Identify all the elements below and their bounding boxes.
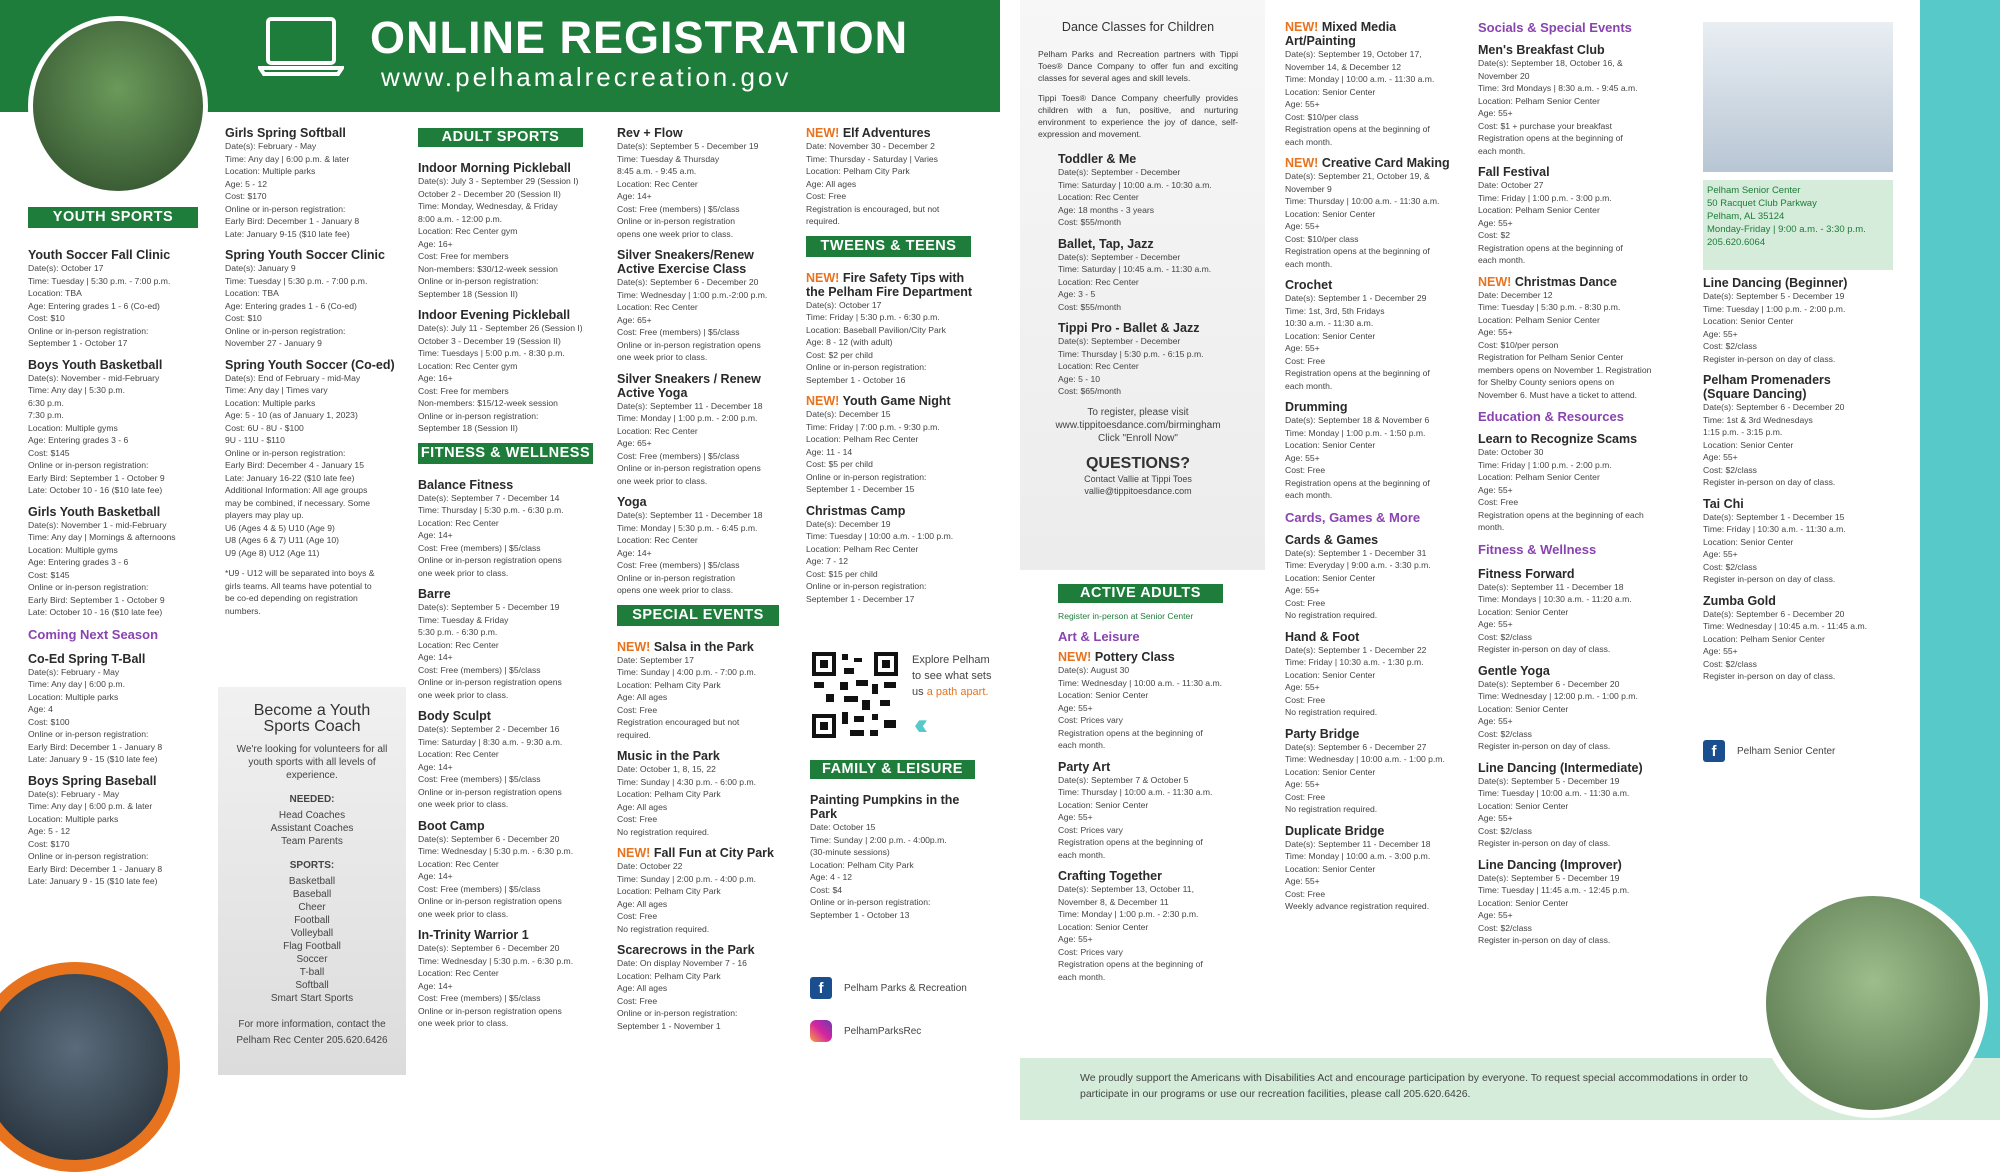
program-title — [1478, 567, 1678, 581]
program-title-text: Body Sculpt — [418, 709, 491, 723]
ig-parks-label: PelhamParksRec — [844, 1025, 922, 1037]
dance-contact: Contact Vallie at Tippi Toes vallie@tippitoesdance.com — [1084, 473, 1192, 496]
program-details: Date(s): July 11 - September 26 (Session I) October 3 - December 19 (Session II) Time: Tuesdays | 5:00 p.m. - 8:30 p.m. Location: Rec Center gym Age: 16+ Cost: Free for members Non-members: $15/12-week session Online or in-person registration: September 18 (Session II) — [418, 323, 583, 433]
program-title — [806, 126, 992, 140]
laptop-icon — [258, 16, 344, 76]
youth-sports-column — [28, 207, 198, 896]
adult-sports-column — [418, 128, 603, 1038]
path-apart-highlight: a path apart. — [926, 686, 989, 698]
fb-senior-link[interactable] — [1703, 740, 1835, 762]
instagram-icon — [810, 1020, 832, 1042]
program-title-text: Tippi Pro - Ballet & Jazz — [1058, 321, 1200, 335]
program-details: Date(s): September 7 & October 5 Time: Thursday | 10:00 a.m. - 11:30 a.m. Location: Senior Center Age: 55+ Cost: Prices vary Registration opens at the beginning of each month. — [1058, 774, 1213, 860]
program-title — [1478, 43, 1678, 57]
program-title — [1478, 858, 1678, 872]
program-details: Date(s): September - December Time: Saturday | 10:00 a.m. - 10:30 a.m. Location: Rec Center Age: 18 months - 3 years Cost: $55/month — [1058, 167, 1212, 227]
program-item — [1285, 630, 1475, 719]
program-title — [617, 126, 797, 140]
program-item — [617, 749, 797, 838]
program-item — [28, 774, 198, 888]
program-title — [1478, 432, 1678, 446]
program-details: Date(s): September - December Time: Thursday | 5:30 p.m. - 6:15 p.m. Location: Rec Center Age: 5 - 10 Cost: $65/month — [1058, 336, 1204, 396]
program-item — [617, 640, 797, 742]
program-details: Date(s): September 6 - December 20 Time: Wednesday | 10:45 a.m. - 11:45 a.m. Location: Pelham Senior Center Age: 55+ Cost: $2/class Register in-person on day of class. — [1703, 608, 1867, 681]
program-details: Date(s): September 2 - December 16 Time: Saturday | 8:30 a.m. - 9:30 a.m. Location: Rec Center Age: 14+ Cost: Free (members) | $5/class Online or in-person registration opens one week prior to class. — [418, 724, 563, 809]
program-item — [1703, 276, 1903, 365]
events-column — [806, 126, 992, 613]
program-title-text: Line Dancing (Improver) — [1478, 857, 1622, 872]
program-details: Date(s): September 5 - December 19 Time: Tuesday & Friday 5:30 p.m. - 6:30 p.m. Location: Rec Center Age: 14+ Cost: Free (members) | $5/class Online or in-person registration opens one week prior to class. — [418, 602, 562, 700]
program-title — [28, 505, 198, 519]
program-title — [28, 248, 198, 262]
ig-parks-link[interactable] — [810, 1020, 921, 1042]
program-title-text: Rev + Flow — [617, 126, 683, 140]
program-title-text: Girls Spring Softball — [225, 126, 346, 140]
program-details: Date: September 17 Time: Sunday | 4:00 p.m. - 7:00 p.m. Location: Pelham City Park Age: All ages Cost: Free Registration encouraged but not required. — [617, 654, 756, 740]
program-title-text: Zumba Gold — [1703, 593, 1776, 608]
education-heading: Education & Resources — [1478, 409, 1624, 424]
program-details: Date(s): November 1 - mid-February Time: Any day | Mornings & afternoons Location: Multiple gyms Age: Entering grades 3 - 6 Cost: $145 Online or in-person registration: Early Bird: September 1 - October 9 Late: October 10 - 16 ($10 late fee) — [28, 519, 176, 617]
program-item — [1478, 858, 1678, 947]
program-title — [418, 709, 603, 723]
active-adults-band: ACTIVE ADULTS — [1058, 584, 1223, 603]
program-title — [1285, 824, 1475, 838]
program-item — [617, 126, 797, 240]
program-title-text: Elf Adventures — [842, 126, 931, 140]
program-details: Date(s): September 21, October 19, & November 9 Time: Thursday | 10:00 a.m. - 11:30 a.m. Location: Senior Center Age: 55+ Cost: $10/per class Registration opens at the beginning of each month. — [1285, 171, 1440, 269]
program-title — [1703, 594, 1903, 608]
program-title — [1058, 152, 1238, 166]
program-details: Date(s): September 19, October 17, November 14, & December 12 Time: Monday | 10:00 a.m. - 11:30 a.m. Location: Senior Center Age: 55+ Cost: $10/per class Registration opens at the beginning of each month. — [1285, 49, 1435, 147]
program-details: Date: October 1, 8, 15, 22 Time: Sunday | 4:30 p.m. - 6:00 p.m. Location: Pelham City Park Age: All ages Cost: Free No registration required. — [617, 764, 756, 837]
dance-intro-1: Pelham Parks and Recreation partners with Tippi Toes® Dance Company to offer fun and exciting classes for several ages and skill levels. — [1038, 49, 1238, 83]
program-item — [806, 271, 992, 387]
program-details: Date(s): October 17 Time: Friday | 5:30 p.m. - 6:30 p.m. Location: Baseball Pavilion/City Park Age: 8 - 12 (with adult) Cost: $2 per child Online or in-person registration: September 1 - October 16 — [806, 299, 946, 385]
program-details: Date(s): September - December Time: Saturday | 10:45 a.m. - 11:30 a.m. Location: Rec Center Age: 3 - 5 Cost: $55/month — [1058, 251, 1212, 312]
program-title — [28, 774, 198, 788]
program-item — [418, 709, 603, 811]
program-item — [1703, 497, 1903, 586]
program-title-text: Christmas Dance — [1514, 274, 1617, 289]
coach-volunteer-box — [218, 687, 406, 1075]
program-item — [418, 308, 603, 435]
program-item — [1478, 43, 1678, 157]
program-details: Date(s): September 6 - December 27 Time: Wednesday | 10:00 a.m. - 1:00 p.m. Location: Senior Center Age: 55+ Cost: Free No registration required. — [1285, 741, 1445, 814]
program-details: Date(s): September 1 - December 31 Time: Everyday | 9:00 a.m. - 3:30 p.m. Location: Senior Center Age: 55+ Cost: Free No registration required. — [1285, 547, 1431, 620]
program-title — [617, 248, 797, 276]
active-adults-column — [1058, 584, 1248, 991]
program-title — [1058, 321, 1238, 335]
program-title — [1285, 630, 1475, 644]
program-item — [617, 372, 797, 488]
program-details: Date(s): September 5 - December 19 Time: Tuesday | 1:00 p.m. - 2:00 p.m. Location: Senior Center Age: 55+ Cost: $2/class Register in-person on day of class. — [1703, 291, 1846, 364]
facebook-icon: f — [810, 977, 832, 999]
program-title — [1478, 761, 1678, 775]
program-item — [225, 567, 405, 617]
site-url[interactable]: www.pelhamalrecreation.gov — [381, 62, 792, 92]
program-item — [617, 846, 797, 935]
program-title-text: Boys Youth Basketball — [28, 357, 163, 372]
program-title-text: Boot Camp — [418, 818, 485, 833]
adult-sports-band: ADULT SPORTS — [418, 128, 583, 147]
program-title — [28, 358, 198, 372]
qr-code[interactable] — [810, 650, 900, 740]
program-item — [1478, 761, 1678, 850]
program-item — [28, 505, 198, 619]
dance-register[interactable]: To register, please visit www.tippitoesdance.com/birmingham Click "Enroll Now" — [1055, 406, 1221, 444]
program-item — [617, 943, 797, 1032]
program-title-text: Salsa in the Park — [653, 639, 754, 654]
program-title — [617, 372, 797, 400]
fb-parks-label: Pelham Parks & Recreation — [844, 982, 967, 994]
program-item — [1285, 727, 1475, 816]
program-title-text: Men's Breakfast Club — [1478, 43, 1605, 57]
program-title-text: Ballet, Tap, Jazz — [1058, 236, 1154, 251]
program-details: Date: November 30 - December 2 Time: Thursday - Saturday | Varies Location: Pelham City Park Age: All ages Cost: Free Registration is encouraged, but not required. — [806, 141, 940, 226]
program-title-text: Pelham Promenaders (Square Dancing) — [1703, 373, 1831, 401]
chevrons-icon: ‹‹‹ — [914, 708, 920, 741]
program-item — [418, 161, 603, 300]
program-title-text: Line Dancing (Intermediate) — [1478, 760, 1643, 775]
program-item — [1285, 278, 1475, 392]
program-item — [1478, 275, 1678, 402]
program-item — [418, 587, 603, 701]
program-details: Date(s): September 6 - December 20 Time: Wednesday | 5:30 p.m. - 6:30 p.m. Location: Rec Center Age: 14+ Cost: Free (members) | $5/class Online or in-person registration opens one week prior to class. — [418, 833, 574, 919]
program-title-text: Line Dancing (Beginner) — [1703, 276, 1848, 290]
program-title-text: Creative Card Making — [1321, 156, 1450, 170]
tweens-teens-band: TWEENS & TEENS — [806, 236, 971, 257]
program-item — [1703, 373, 1903, 489]
program-title-text: Yoga — [617, 495, 647, 509]
program-item — [806, 126, 992, 228]
program-title — [806, 394, 992, 408]
program-details: Date(s): August 30 Time: Wednesday | 10:00 a.m. - 11:30 a.m. Location: Senior Center Age: 55+ Cost: Prices vary Registration opens at the beginning of each month. — [1058, 665, 1222, 750]
senior-column-9 — [1703, 276, 1903, 691]
program-title-text: Duplicate Bridge — [1285, 823, 1385, 838]
program-title — [225, 126, 405, 140]
new-badge: NEW! — [806, 270, 843, 285]
dance-title: Dance Classes for Children — [1061, 20, 1215, 34]
program-details: Date(s): September 5 - December 19 Time: Tuesday | 11:45 a.m. - 12:45 p.m. Location: Senior Center Age: 55+ Cost: $2/class Register in-person on day of class. — [1478, 872, 1630, 945]
program-details: Date(s): September 11 - December 18 Time: Monday | 1:00 p.m. - 2:00 p.m. Location: Rec Center Age: 65+ Cost: Free (members) | $5/class Online or in-person registration opens one week prior to class. — [617, 400, 763, 486]
program-details: Date(s): July 3 - September 29 (Session I) October 2 - December 20 (Session II) Time: Monday, Wednesday, & Friday 8:00 a.m. - 12:00 p.m. Location: Rec Center gym Age: 16+ Cost: Free for members Non-members: $30/12-week session Online or in-person registration: September 18 (Session II) — [418, 176, 579, 299]
program-title — [418, 161, 603, 175]
program-details: Date(s): September 11 - December 18 Time: Monday | 10:00 a.m. - 3:00 p.m. Location: Senior Center Age: 55+ Cost: Free Weekly advance registration required. — [1285, 838, 1431, 911]
program-details: Date(s): November - mid-February Time: Any day | 5:30 p.m. 6:30 p.m. 7:30 p.m. Location: Multiple gyms Age: Entering grades 3 - 6 Cost: $145 Online or in-person registration: Early Bird: September 1 - October 9 Late: October 10 - 16 ($10 late fee) — [28, 372, 165, 495]
page-title: ONLINE REGISTRATION — [370, 12, 909, 63]
program-details: Date: October 22 Time: Sunday | 2:00 p.m. - 4:00 p.m. Location: Pelham City Park Age: All ages Cost: Free No registration required. — [617, 861, 756, 934]
program-title — [1478, 664, 1678, 678]
coach-contact: For more information, contact the Pelham Rec Center 205.620.6426 — [236, 1019, 388, 1046]
program-item — [28, 358, 198, 497]
fb-senior-label: Pelham Senior Center — [1737, 745, 1836, 757]
fitness-column-2 — [617, 126, 797, 1040]
program-details: Date(s): October 17 Time: Tuesday | 5:30 p.m. - 7:00 p.m. Location: TBA Age: Entering grades 1 - 6 (Co-ed) Cost: $10 Online or in-person registration: September 1 - October 17 — [28, 263, 171, 348]
fitness-wellness-band: FITNESS & WELLNESS — [418, 443, 593, 464]
fb-parks-link[interactable] — [810, 977, 967, 999]
program-title — [418, 819, 603, 833]
program-title — [1703, 373, 1903, 401]
program-title-text: Boys Spring Baseball — [28, 773, 157, 788]
cards-games-heading: Cards, Games & More — [1285, 509, 1421, 525]
program-title-text: Music in the Park — [617, 749, 720, 763]
program-details: Date: On display November 7 - 16 Location: Pelham City Park Age: All ages Cost: Free Online or in-person registration: September 1 - November 1 — [617, 958, 747, 1031]
program-title-text: Spring Youth Soccer Clinic — [225, 248, 385, 262]
program-item — [28, 248, 198, 350]
program-title-text: Party Bridge — [1285, 726, 1360, 741]
program-item — [1478, 432, 1678, 534]
explore-text — [912, 652, 1022, 700]
program-title-text: Scarecrows in the Park — [617, 943, 755, 957]
needed-heading: NEEDED: — [289, 794, 335, 805]
program-details: Date(s): September 11 - December 18 Time: Mondays | 10:30 a.m. - 11:20 a.m. Location: Senior Center Age: 55+ Cost: $2/class Register in-person on day of class. — [1478, 581, 1632, 654]
program-details: Date(s): September 6 - December 20 Time: Wednesday | 1:00 p.m.-2:00 p.m. Location: Rec Center Age: 65+ Cost: Free (members) | $5/class Online or in-person registration opens one week prior to class. — [617, 277, 768, 362]
program-item — [806, 394, 992, 496]
program-title-text: Learn to Recognize Scams — [1478, 432, 1638, 446]
program-item — [1478, 567, 1678, 656]
program-item — [225, 358, 405, 560]
program-title — [418, 478, 603, 492]
program-title-text: Barre — [418, 587, 451, 601]
program-item — [1058, 237, 1238, 314]
program-item — [1058, 152, 1238, 229]
program-details: Date(s): End of February - mid-May Time: Any day | Times vary Location: Multiple parks Age: 5 - 10 (as of January 1, 2023) Cost: 6U - 8U - $100 9U - 11U - $110 Online or in-person registration: Early Bird: December 4 - January 15 Late: January 16-22 ($10 late fee) Additional Information: All age groups may be combined, if necessary. Some players may play up. U6 (Ages 4 & 5) U10 (Age 9) U8 (Ages 6 & 7) U11 (Age 10) U9 (Age 8) U12 (Age 11) — [225, 372, 371, 558]
program-details: Date(s): September 13, October 11, November 8, & December 11 Time: Monday | 1:00 p.m. - 2:30 p.m. Location: Senior Center Age: 55+ Cost: Prices vary Registration opens at the beginning of each month. — [1058, 884, 1203, 982]
program-item — [1058, 650, 1248, 752]
family-leisure-column — [810, 760, 996, 929]
program-title — [1703, 276, 1903, 290]
senior-column-7 — [1285, 20, 1475, 921]
program-item — [28, 652, 198, 766]
program-details: Date: October 15 Time: Sunday | 2:00 p.m. - 4:00p.m. (30-minute sessions) Location: Pelham City Park Age: 4 - 12 Cost: $4 Online or in-person registration: September 1 - October 13 — [810, 822, 947, 920]
program-details: *U9 - U12 will be separated into boys & girls teams. All teams have potential to be co-ed depending on registration numbers. — [225, 568, 375, 616]
program-item — [225, 126, 405, 240]
program-title-text: Indoor Evening Pickleball — [418, 308, 571, 322]
program-title-text: Gentle Yoga — [1478, 663, 1550, 678]
program-item — [1285, 20, 1475, 148]
program-details: Date(s): September 18 & November 6 Time: Monday | 1:00 p.m. - 1:50 p.m. Location: Senior Center Age: 55+ Cost: Free Registration opens at the beginning of each month. — [1285, 415, 1430, 500]
dance-column — [1038, 20, 1238, 497]
new-badge: NEW! — [1285, 20, 1322, 34]
coach-title: Become a Youth Sports Coach — [253, 702, 371, 735]
fitness-senior-heading: Fitness & Wellness — [1478, 541, 1597, 557]
program-title-text: Youth Soccer Fall Clinic — [28, 248, 171, 262]
program-title-text: Fall Festival — [1478, 165, 1550, 179]
program-item — [1058, 760, 1248, 862]
program-item — [1285, 156, 1475, 270]
program-title-text: Fitness Forward — [1478, 566, 1575, 581]
program-details: Date(s): September 1 - December 22 Time: Friday | 10:30 a.m. - 1:30 p.m. Location: Senior Center Age: 55+ Cost: Free No registration required. — [1285, 644, 1427, 717]
program-item — [810, 793, 996, 921]
program-title — [1285, 20, 1475, 48]
program-item — [1058, 869, 1248, 983]
program-title — [1703, 497, 1903, 511]
program-details: Date(s): September 1 - December 29 Time: 1st, 3rd, 5th Fridays 10:30 a.m. - 11:30 a.m. Location: Senior Center Age: 55+ Cost: Free Registration opens at the beginning of each month. — [1285, 293, 1430, 391]
program-item — [1703, 594, 1903, 683]
program-title-text: Fire Safety Tips with the Pelham Fire Department — [806, 270, 973, 299]
seniors-group-photo — [1758, 888, 1988, 1118]
active-note: Register in-person at Senior Center — [1058, 611, 1194, 621]
program-item — [1058, 321, 1238, 398]
program-title — [1285, 400, 1475, 414]
program-title — [1058, 869, 1248, 883]
program-details: Date(s): December 19 Time: Tuesday | 10:00 a.m. - 1:00 p.m. Location: Pelham Rec Center Age: 7 - 12 Cost: $15 per child Online or in-person registration: September 1 - December 17 — [806, 518, 954, 604]
program-title-text: Co-Ed Spring T-Ball — [28, 651, 146, 666]
socials-heading: Socials & Special Events — [1478, 20, 1632, 35]
program-details: Date(s): December 15 Time: Friday | 7:00 p.m. - 9:30 p.m. Location: Pelham Rec Center Age: 11 - 14 Cost: $5 per child Online or in-person registration: September 1 - December 15 — [806, 409, 940, 494]
basketball-photo — [0, 962, 180, 1172]
program-title — [1285, 533, 1475, 547]
program-title — [418, 928, 603, 942]
coach-intro: We're looking for volunteers for all youth sports with all levels of experience. — [236, 744, 388, 781]
program-title-text: Drumming — [1285, 400, 1348, 414]
facebook-icon-senior: f — [1703, 740, 1725, 762]
program-title — [1285, 156, 1475, 170]
new-badge: NEW! — [806, 394, 843, 408]
program-item — [418, 478, 603, 580]
program-item — [1285, 400, 1475, 502]
program-details: Date: December 12 Time: Tuesday | 5:30 p.m. - 8:30 p.m. Location: Pelham Senior Center Age: 55+ Cost: $10/per person Registration for Pelham Senior Center members opens on November 1. Registration for Shelby County seniors opens on November 6. Must have a ticket to attend. — [1478, 289, 1652, 400]
program-details: Date(s): September 11 - December 18 Time: Monday | 5:30 p.m. - 6:45 p.m. Location: Rec Center Age: 14+ Cost: Free (members) | $5/class Online or in-person registration opens one week prior to class. — [617, 510, 763, 595]
program-title — [28, 652, 198, 666]
program-title-text: Balance Fitness — [418, 477, 514, 492]
program-item — [1285, 824, 1475, 913]
program-details: Date(s): February - May Time: Any day | 6:00 p.m. & later Location: Multiple parks Age: 5 - 12 Cost: $170 Online or in-person registration: Early Bird: December 1 - January 8 Late: January 9-15 ($10 late fee) — [225, 141, 360, 239]
program-title-text: Indoor Morning Pickleball — [418, 161, 571, 175]
program-title — [418, 308, 603, 322]
program-title-text: Hand & Foot — [1285, 629, 1360, 644]
program-details: Date(s): September 1 - December 15 Time: Friday | 10:30 a.m. - 11:30 a.m. Location: Senior Center Age: 55+ Cost: $2/class Register in-person on day of class. — [1703, 511, 1846, 584]
program-details: Date(s): September 5 - December 19 Time: Tuesday & Thursday 8:45 a.m. - 9:45 a.m. Location: Rec Center Age: 14+ Cost: Free (members) | $5/class Online or in-person registration opens one week prior to class. — [617, 141, 759, 239]
program-item — [806, 504, 992, 606]
questions-heading: QUESTIONS? — [1085, 454, 1190, 472]
program-details: Date(s): September 18, October 16, & November 20 Time: 3rd Mondays | 8:30 a.m. - 9:45 a.m. Location: Pelham Senior Center Age: 55+ Cost: $1 + purchase your breakfast Registration opens at the beginning of each month. — [1478, 58, 1638, 156]
program-title-text: Toddler & Me — [1058, 152, 1137, 166]
program-title-text: Spring Youth Soccer (Co-ed) — [225, 357, 395, 372]
program-title — [806, 504, 992, 518]
program-item — [418, 928, 603, 1030]
program-title — [418, 587, 603, 601]
program-details: Date(s): January 9 Time: Tuesday | 5:30 p.m. - 7:00 p.m. Location: TBA Age: Entering grades 1 - 6 (Co-ed) Cost: $10 Online or in-person registration: November 27 - January 9 — [225, 263, 368, 348]
program-title — [225, 248, 405, 262]
sports-heading: SPORTS: — [289, 860, 335, 871]
program-details: Date(s): September 5 - December 19 Time: Tuesday | 10:00 a.m. - 11:30 a.m. Location: Senior Center Age: 55+ Cost: $2/class Register in-person on day of class. — [1478, 775, 1630, 848]
program-title — [1058, 760, 1248, 774]
program-details: Date: October 30 Time: Friday | 1:00 p.m. - 2:00 p.m. Location: Pelham Senior Center Age: 55+ Cost: Free Registration opens at the beginning of each month. — [1478, 447, 1644, 532]
program-title-text: Silver Sneakers/Renew Active Exercise Class — [617, 248, 754, 276]
program-title — [617, 943, 797, 957]
program-details: Date(s): September 6 - December 20 Time: 1st & 3rd Wednesdays 1:15 p.m. - 3:15 p.m. Location: Senior Center Age: 55+ Cost: $2/class Register in-person on day of class. — [1703, 402, 1845, 487]
program-title-text: Painting Pumpkins in the Park — [810, 793, 960, 821]
program-title — [1058, 650, 1248, 664]
new-badge: NEW! — [1478, 274, 1515, 289]
program-item — [1478, 165, 1678, 267]
program-title-text: Cards & Games — [1285, 532, 1379, 547]
program-title — [1478, 165, 1678, 179]
ada-text: We proudly support the Americans with Disabilities Act and encourage participation by everyone. To request special accommodations in order to participate in our programs or use our recreation facilities, please call 205.620.6426. — [1080, 1072, 1748, 1100]
program-title-text: Party Art — [1058, 759, 1111, 774]
program-title-text: Crafting Together — [1058, 869, 1162, 883]
program-title-text: Mixed Media Art/Painting — [1285, 20, 1397, 48]
program-title-text: Pottery Class — [1094, 650, 1175, 664]
program-title-text: Girls Youth Basketball — [28, 504, 161, 519]
dance-intro-2: Tippi Toes® Dance Company cheerfully provides children with a fun, positive, and nurturing environment to experience the joy of dance, self-expression and movement. — [1038, 93, 1238, 139]
new-badge: NEW! — [1285, 156, 1322, 170]
program-item — [1285, 533, 1475, 622]
sports-list: Basketball Baseball Cheer Football Volleyball Flag Football Soccer T-ball Softball Smart Start Sports — [270, 876, 354, 1004]
family-leisure-band: FAMILY & LEISURE — [810, 760, 975, 779]
senior-fitness-photo — [1703, 22, 1893, 172]
program-title-text: Fall Fun at City Park — [653, 846, 774, 860]
explore-label: Explore Pelham to see what sets us — [912, 654, 992, 698]
program-title — [617, 495, 797, 509]
youth-team-photo — [28, 16, 208, 196]
program-item — [418, 819, 603, 921]
program-item — [617, 495, 797, 597]
program-title-text: Youth Game Night — [842, 394, 951, 408]
program-details: Date(s): September 6 - December 20 Time: Wednesday | 12:00 p.m. - 1:00 p.m. Location: Senior Center Age: 55+ Cost: $2/class Register in-person on day of class. — [1478, 678, 1638, 751]
needed-list: Head Coaches Assistant Coaches Team Parents — [270, 810, 354, 847]
new-badge: NEW! — [806, 126, 843, 140]
program-title — [806, 271, 992, 299]
senior-center-address: Pelham Senior Center 50 Racquet Club Parkway Pelham, AL 35124 Monday-Friday | 9:00 a.m. - 3:30 p.m. 205.620.6064 — [1703, 180, 1893, 270]
program-title — [1058, 237, 1238, 251]
program-title — [810, 793, 996, 821]
program-title — [1285, 727, 1475, 741]
new-badge: NEW! — [1058, 650, 1095, 664]
youth-sports-band: YOUTH SPORTS — [28, 207, 198, 228]
program-title-text: Silver Sneakers / Renew Active Yoga — [617, 371, 761, 400]
senior-column-8 — [1478, 20, 1678, 955]
program-details: Date(s): September 6 - December 20 Time: Wednesday | 5:30 p.m. - 6:30 p.m. Location: Rec Center Age: 14+ Cost: Free (members) | $5/class Online or in-person registration opens one week prior to class. — [418, 943, 574, 1028]
program-title — [617, 640, 797, 654]
program-details: Date(s): February - May Time: Any day | 6:00 p.m. & later Location: Multiple parks Age: 5 - 12 Cost: $170 Online or in-person registration: Early Bird: December 1 - January 8 Late: January 9 - 15 ($10 late fee) — [28, 788, 163, 886]
program-item — [225, 248, 405, 350]
program-title — [617, 846, 797, 860]
program-details: Date(s): September 7 - December 14 Time: Thursday | 5:30 p.m. - 6:30 p.m. Location: Rec Center Age: 14+ Cost: Free (members) | $5/class Online or in-person registration opens one week prior to class. — [418, 492, 564, 578]
new-badge: NEW! — [617, 639, 654, 654]
program-item — [617, 248, 797, 364]
coming-next-season-heading: Coming Next Season — [28, 626, 159, 642]
program-title-text: Crochet — [1285, 278, 1333, 292]
program-title — [1478, 275, 1678, 289]
program-title-text: Tai Chi — [1703, 496, 1744, 511]
youth-sports-column-2 — [225, 126, 405, 625]
program-details: Date(s): February - May Time: Any day | 6:00 p.m. Location: Multiple parks Age: 4 Cost: $100 Online or in-person registration: Early Bird: December 1 - January 8 Late: January 9 - 15 ($10 late fee) — [28, 666, 163, 764]
program-title — [617, 749, 797, 763]
program-title-text: In-Trinity Warrior 1 — [418, 928, 529, 942]
program-title — [225, 358, 405, 372]
program-title-text: Christmas Camp — [806, 503, 906, 518]
program-item — [1478, 664, 1678, 753]
special-events-band: SPECIAL EVENTS — [617, 605, 779, 626]
program-title — [1285, 278, 1475, 292]
art-leisure-heading: Art & Leisure — [1058, 629, 1140, 644]
program-details: Date: October 27 Time: Friday | 1:00 p.m. - 3:00 p.m. Location: Pelham Senior Center Age: 55+ Cost: $2 Registration opens at the beginning of each month. — [1478, 180, 1623, 265]
new-badge: NEW! — [617, 846, 654, 860]
